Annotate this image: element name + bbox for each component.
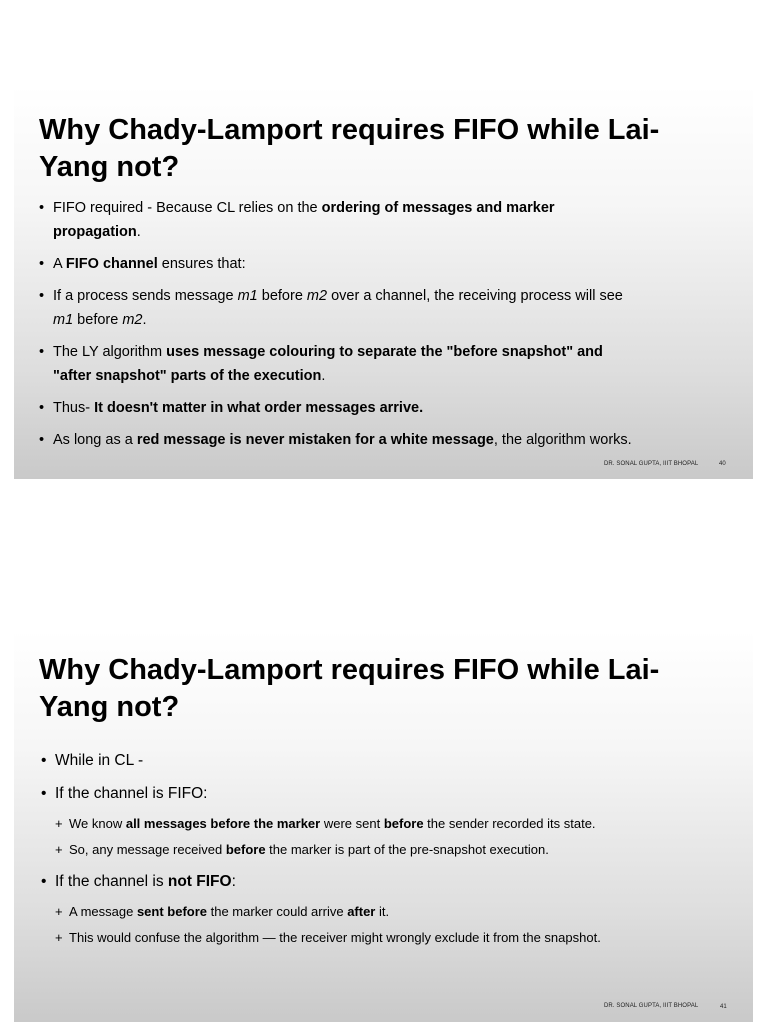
sub-bullet-list: [55, 900, 681, 949]
bullet-list: [39, 196, 639, 460]
sub-bullet-messages-before-marker: + We know all messages before the marker were sent before the sender recorded its state.: [55, 812, 681, 835]
slide-title: Why Chady-Lamport requires FIFO while Lai-Yang not?: [39, 654, 660, 723]
page-number: 41: [720, 1004, 727, 1010]
slide-41: [14, 630, 753, 1022]
bullet-channel-not-fifo: • If the channel is not FIFO: + A message sent before the marker could arrive after it. + This would confuse the algorithm — the receiver might wrongly exclude it from the snapshot.: [41, 870, 681, 949]
bullet-m1-m2: • If a process sends message m1 before m2 over a channel, the receiving process will see m1 before m2.: [39, 284, 639, 332]
page-number: 40: [719, 461, 726, 467]
sub-bullet-pre-snapshot: + So, any message received before the marker is part of the pre-snapshot execution.: [55, 838, 681, 861]
slide-title: Why Chady-Lamport requires FIFO while Lai-Yang not?: [39, 114, 660, 183]
bullet-while-in-cl: • While in CL -: [41, 749, 681, 773]
sub-bullet-sent-before-arrive-after: + A message sent before the marker could arrive after it.: [55, 900, 681, 923]
slide-footer: DR. SONAL GUPTA, IIIT BHOPAL: [604, 461, 699, 467]
bullet-list: [41, 749, 681, 958]
bullet-channel-fifo: • If the channel is FIFO: + We know all messages before the marker were sent before the sender recorded its state. + So, any message received before the marker is part of the pre-snapshot execution.: [41, 782, 681, 861]
sub-bullet-confuse-algorithm: + This would confuse the algorithm — the receiver might wrongly exclude it from the snapshot.: [55, 926, 681, 949]
bullet-ly-colouring: • The LY algorithm uses message colouring to separate the "before snapshot" and "after snapshot" parts of the execution.: [39, 340, 639, 388]
bullet-fifo-channel: • A FIFO channel ensures that:: [39, 252, 639, 276]
slide-footer: DR. SONAL GUPTA, IIIT BHOPAL: [604, 1003, 699, 1009]
sub-bullet-list: [55, 812, 681, 861]
bullet-red-white: • As long as a red message is never mistaken for a white message, the algorithm works.: [39, 428, 639, 452]
bullet-fifo-required: • FIFO required - Because CL relies on the ordering of messages and marker propagation.: [39, 196, 639, 244]
slide-40: [14, 86, 753, 479]
bullet-order-irrelevant: • Thus- It doesn't matter in what order messages arrive.: [39, 396, 639, 420]
